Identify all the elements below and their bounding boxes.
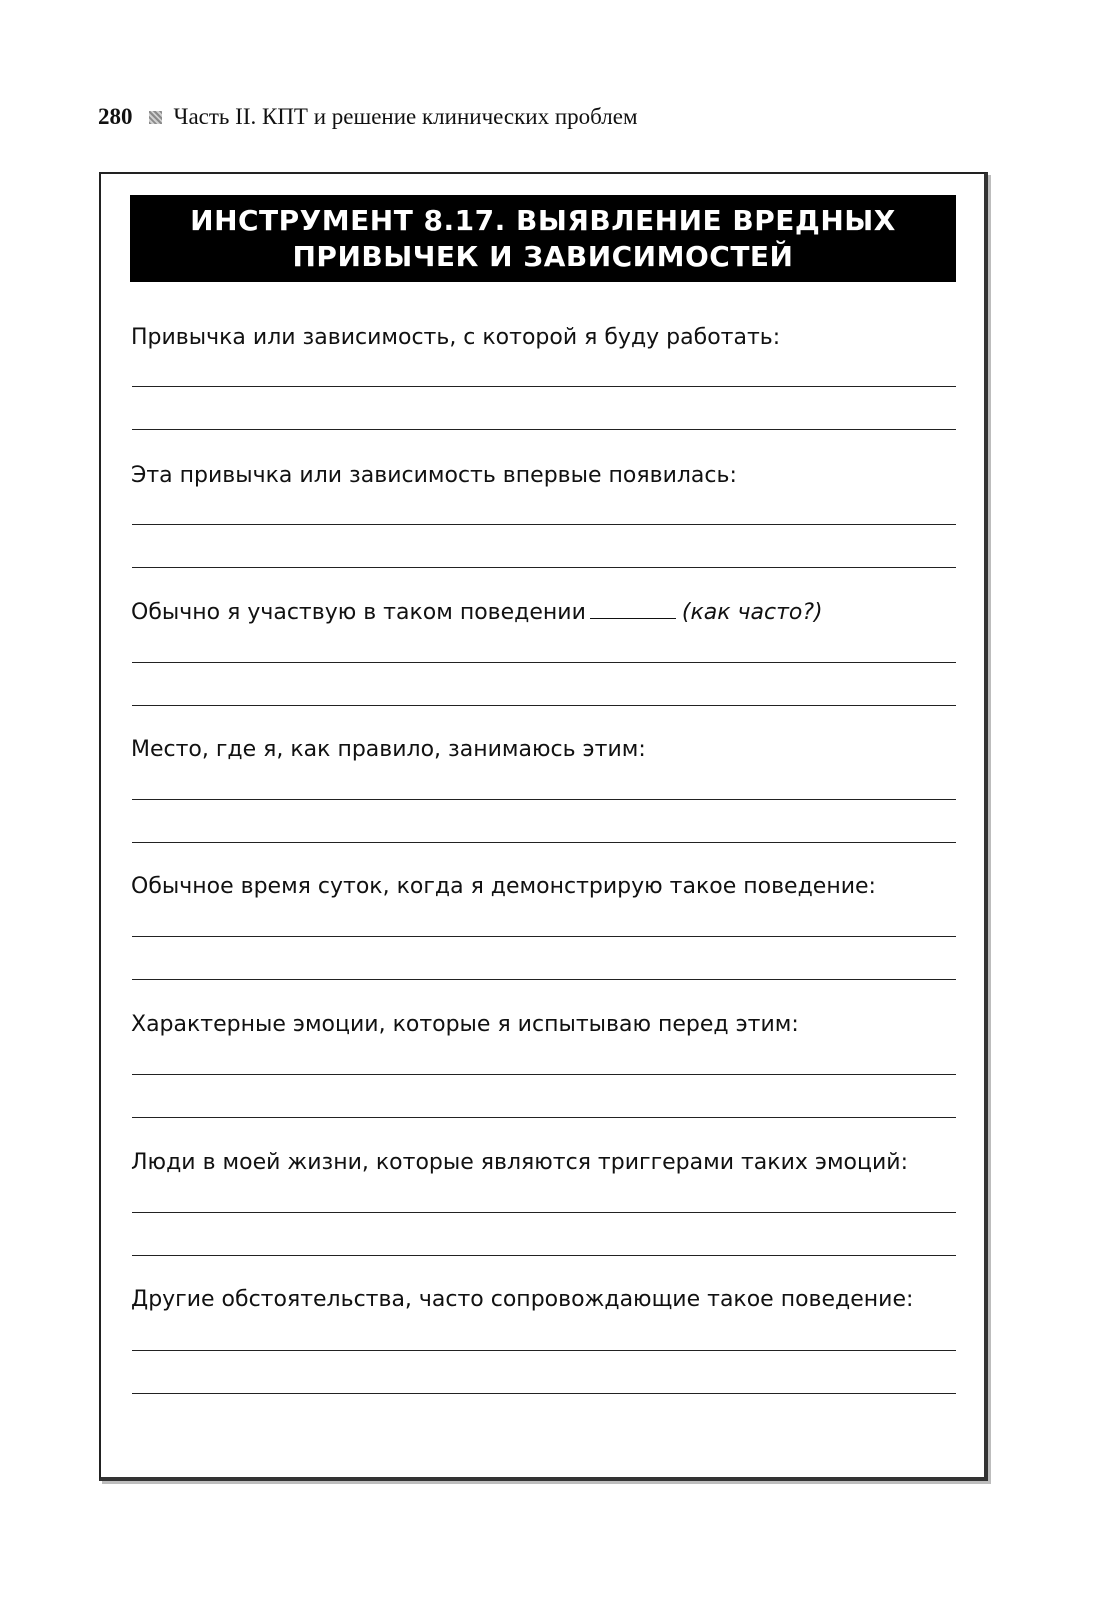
answer-line[interactable] (132, 936, 956, 937)
running-head (98, 100, 638, 134)
prompt-place: Место, где я, как правило, занимаюсь этим: (131, 737, 646, 762)
answer-line[interactable] (132, 1117, 956, 1118)
frequency-blank[interactable] (590, 598, 676, 619)
answer-line[interactable] (132, 1393, 956, 1394)
page-number: 280 (98, 104, 133, 129)
prompt-other-circumstances: Другие обстоятельства, часто сопровождающие такое поведение: (131, 1287, 914, 1312)
worksheet-title-line-2: ПРИВЫЧЕК И ЗАВИСИМОСТЕЙ (292, 239, 794, 273)
answer-line[interactable] (132, 662, 956, 663)
answer-line[interactable] (132, 979, 956, 980)
answer-line[interactable] (132, 1212, 956, 1213)
prompt-trigger-people: Люди в моей жизни, которые являются триггерами таких эмоций: (131, 1150, 909, 1175)
prompt-first-appeared: Эта привычка или зависимость впервые появилась: (131, 463, 737, 488)
answer-line[interactable] (132, 1255, 956, 1256)
answer-line[interactable] (132, 1350, 956, 1351)
prompt-habit: Привычка или зависимость, с которой я буду работать: (131, 325, 781, 350)
prompt-frequency (131, 598, 823, 628)
worksheet-title (130, 195, 956, 282)
square-bullet-icon (149, 111, 162, 124)
answer-line[interactable] (132, 842, 956, 843)
answer-line[interactable] (132, 386, 956, 387)
prompt-frequency-text: Обычно я участвую в таком поведении (131, 600, 586, 625)
answer-line[interactable] (132, 1074, 956, 1075)
answer-line[interactable] (132, 799, 956, 800)
worksheet-title-line-1: ИНСТРУМЕНТ 8.17. ВЫЯВЛЕНИЕ ВРЕДНЫХ (190, 203, 896, 237)
answer-line[interactable] (132, 429, 956, 430)
answer-line[interactable] (132, 567, 956, 568)
section-title: Часть II. КПТ и решение клинических проблем (173, 104, 638, 129)
answer-line[interactable] (132, 524, 956, 525)
prompt-time-of-day: Обычное время суток, когда я демонстрирую такое поведение: (131, 874, 876, 899)
prompt-emotions: Характерные эмоции, которые я испытываю перед этим: (131, 1012, 799, 1037)
answer-line[interactable] (132, 705, 956, 706)
frequency-hint: (как часто?) (681, 600, 823, 625)
